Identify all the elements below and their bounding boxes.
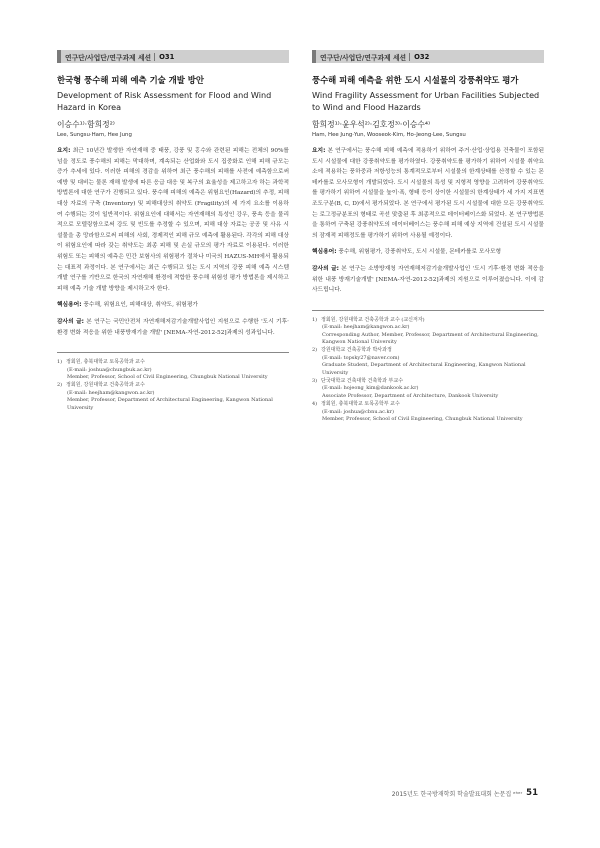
acknowledgement (57, 317, 289, 338)
keywords (312, 247, 544, 258)
article-left (57, 50, 289, 413)
footnotes (312, 317, 544, 424)
article-title-en: Wind Fragility Assessment for Urban Facilities Subjected to Wind and Flood Hazards (312, 90, 540, 112)
ack-text: 본 연구는 소방방재청 자연재해저감기술개발사업인 '도시 기후·환경 변화 적응을 위한 내풍 방재기술개발' [NEMA-자연-2012-52]과제의 지원으로 이루어졌습니다. 이에 감사드립니다. (312, 265, 544, 294)
section-separator (154, 53, 155, 61)
section-number: O31 (159, 52, 175, 61)
authors-en: Ham, Hee Jung·Yun, Wooseok·Kim, Ho-Jeong·Lee, Sungsu (312, 132, 466, 138)
footnote: 1) 정회원, 강원대학교 건축공학과 교수 (교신저자) (E-mail: heejham@kangwon.ac.kr) Corresponding Author, Member, Professor, Department of Architectural Engineering, Kangwon National University (312, 316, 539, 345)
article-title-ko: 풍수해 피해 예측을 위한 도시 시설물의 강풍취약도 평가 (312, 75, 519, 85)
ack-label: 감사의 글: (57, 318, 84, 325)
section-header (312, 50, 544, 63)
ack-label: 감사의 글: (312, 265, 339, 272)
footnote-divider (312, 310, 544, 311)
authors-ko: 이승수¹⁾·함희정²⁾ (57, 120, 115, 129)
page-footer (392, 788, 538, 798)
abstract-text-3: 본 연구에서는 최근 수행되고 있는 도시 지역의 강풍 피해 예측 시스템 개발 연구를 기반으로 한국의 자연재해 환경에 적합한 풍수해 위험성 평가 방법론을 제시하고 피해 예측 기술 개발 방향을 제시하고자 한다. (57, 264, 290, 292)
section-header (57, 50, 289, 63)
abstract-text: 최근 10년간 발생한 자연재해 중 태풍, 강풍 및 홍수와 관련된 피해는 전체의 90%를 넘을 정도로 풍수해의 피해는 막대하며, 계속되는 산업화와 도시 집중화로 인해 피해 규모는 증가 추세에 있다. 이러한 피해의 경감을 위하여 최근 풍수해의 피해를 사전에 예측함으로써 예방 및 대비는 물론 재해 발생에 따른 응급 대응 및 복구의 효율성을 제고하고자 하는 과학적 방법론에 대한 연구가 진행되고 있다. (57, 148, 289, 197)
article-title-ko: 한국형 풍수해 피해 예측 기술 개발 방안 (57, 75, 204, 85)
footnote: 2) 정회원, 강원대학교 건축공학과 교수 (E-mail: heejham@kangwon.ac.kr) Member, Professor, Department of Architectural Engineering, Kangwon National University (57, 382, 273, 411)
abstract-label: 요지: (57, 148, 71, 154)
abstract (57, 146, 289, 294)
page-number: 51 (526, 788, 538, 798)
footnotes (57, 359, 289, 412)
ack-text: 본 연구는 국민안전처 자연재해저감기술개발사업인 지원으로 수행한 '도시 기후·환경 변화 적응을 위한 내풍방재기술 개발' [NEMA-자연-2012-52]과제의 성과입니다. (57, 318, 289, 336)
keywords-label: 핵심용어: (312, 249, 337, 256)
article-right (312, 50, 544, 424)
footnote: 1) 정회원, 충북대학교 토목공학과 교수 (E-mail: joshua@chungbuk.ac.kr) Member, Professor, School of Civil Engineering, Chungbuk National University (57, 359, 268, 380)
keywords (57, 300, 289, 311)
abstract (312, 146, 544, 241)
section-number: O32 (414, 52, 430, 61)
acknowledgement (312, 264, 544, 296)
keywords-label: 핵심용어: (57, 302, 82, 309)
keywords-text: 풍수해, 위험평가, 강풍취약도, 도시 시설물, 몬테카를로 모사모형 (336, 249, 502, 256)
abstract-text-2: 풍수해 피해의 예측은 위험요인(Hazard)의 추정, 피해 대상 자료의 구축 (Inventory) 및 피해대상의 취약도 (Fragility)의 세 가지 요소를 이용하여 수행되는 것이 일반적이다. 위험요인에 대해서는 자연재해의 특성인 강우, 풍속 등을 물리적으로 모델링함으로써 강도 및 빈도를 추정할 수 있으며, 피해 대상 자료는 공공 및 사유 시설물을 총 망라함으로써 피해의 사회, 경제적인 피해 규모 예측에 활용된다. 각각의 피해 대상이 위험요인에 따라 갖는 취약도는 최종 피해 및 손실 규모의 평가 자료로 이용된다. 이러한 위험도 또는 피해의 예측은 민간 보험사의 위험평가 절차나 미국의 HAZUS-MH에서 활용되는 대표적 과정이다. (57, 190, 289, 271)
keywords-text: 풍수해, 위험요인, 피해대상, 취약도, 위험평가 (81, 302, 198, 309)
authors-ko: 함희정¹⁾·윤우석²⁾·김호정³⁾·이승수⁴⁾ (312, 120, 430, 129)
abstract-label: 요지: (312, 148, 326, 154)
article-title-en: Development of Risk Assessment for Flood and Wind Hazard in Korea (57, 90, 272, 112)
section-separator (409, 53, 410, 61)
authors-en: Lee, Sungsu·Ham, Hee Jung (57, 132, 132, 138)
footnote: 4) 정회원, 충북대학교 토목공학부 교수 (E-mail: joshua@cbnu.ac.kr) Member, Professor, School of Civil Engineering, Chungbuk National University (312, 401, 523, 422)
abstract-text: 본 연구에서는 풍수해 피해 예측에 적용하기 위하여 주거·산업·상업용 건축물이 포함된 도시 시설물에 대한 강풍취약도를 평가하였다. 강풍취약도를 평가하기 위하여 시설물 취약요소에 적용하는 풍하중과 저항성능의 통계적모로부터 시설물의 한계상태를 산정할 수 있는 몬테카를로 모사모형이 개발되었다. 도시 시설물의 특성 및 지형적 영향을 고려하여 강풍취약도를 평가하기 위하여 시설물을 높이·폭, 형태 등이 상이한 시설물의 한계상태가 세 가지 지표면조도구분(B, C, D)에서 평가되었다. 본 연구에서 평가된 도시 시설물에 대한 모든 강풍취약도는 로그정규분포의 형태로 곡선 맞춤된 후 최종적으로 데이터베이스화 되었다. 본 연구방법론을 통하여 구축된 강풍취약도의 데이터베이스는 풍수해 피해 예상 지역에 건설된 도시 시설물의 잠재적 피해정도를 평가하기 위하여 사용될 예정이다. (312, 148, 544, 239)
footer-text: 2015년도 한국방재학회 학술발표대회 논문집 ᵉʰᵉʳ (391, 790, 523, 798)
section-label: 연구단/사업단/연구과제 세션 (65, 53, 152, 62)
section-label: 연구단/사업단/연구과제 세션 (320, 53, 407, 62)
footnote: 3) 단국대학교 건축대학 건축학과 부교수 (E-mail: hojeong_kim@dankook.ac.kr) Associate Professor, Department of Architecture, Dankook University (312, 377, 499, 399)
footnote-divider (57, 352, 289, 353)
footnote: 2) 강원대학교 건축공학과 박사과정 (E-mail: topsky27@naver.com) Graduate Student, Department of Architectural Engineering, Kangwon National University (312, 347, 526, 376)
